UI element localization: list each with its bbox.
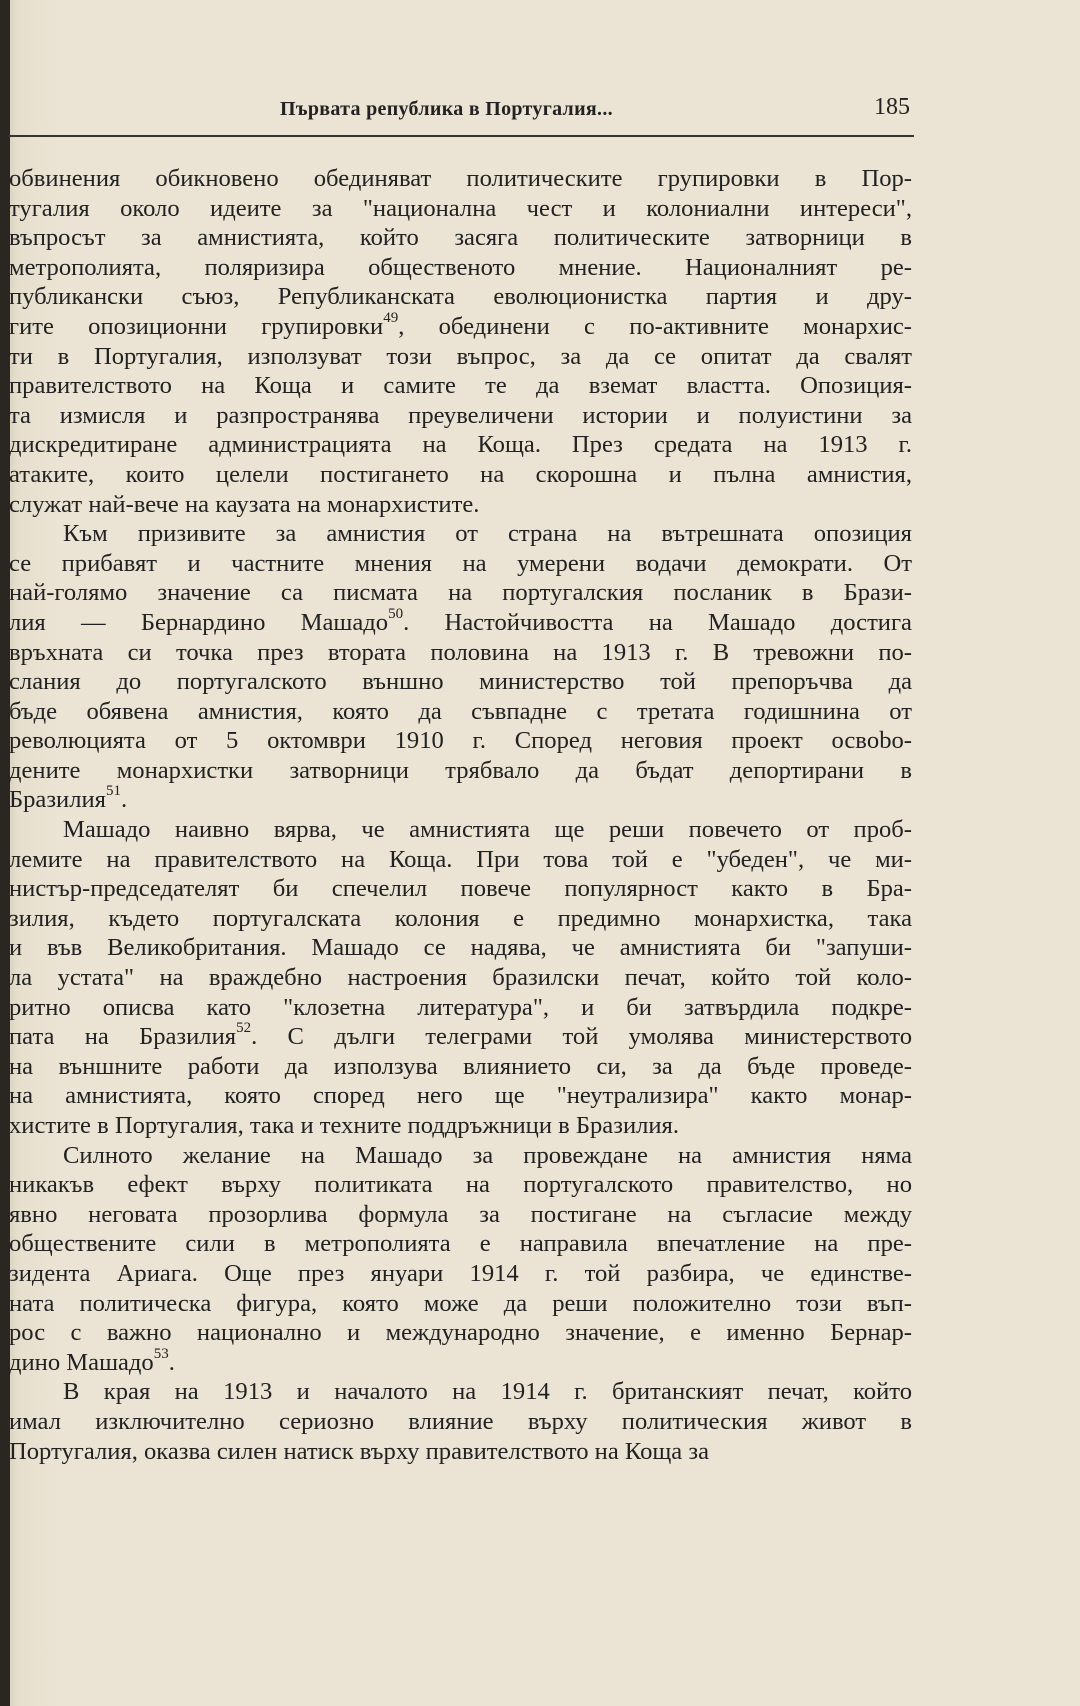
line-text: явно неговата прозорлива формула за постигане на съгласие между (9, 1200, 912, 1228)
text-line (9, 1437, 912, 1467)
text-line (9, 578, 912, 608)
line-text: пата на Бразилия (9, 1023, 237, 1051)
text-line (9, 756, 912, 786)
text-line (9, 1318, 912, 1348)
text-line (9, 667, 912, 697)
text-line (9, 933, 912, 963)
text-line (9, 1052, 912, 1082)
text-line (9, 845, 912, 875)
line-text: революцията от 5 октомври 1910 г. Според неговия проект освobo- (9, 727, 912, 755)
line-text-after-ref: . (168, 1348, 175, 1376)
text-line (9, 1407, 912, 1437)
page-header (268, 94, 910, 134)
line-text: зилия, където португалската колония е предимно монархистка, така (9, 904, 912, 932)
text-line (9, 342, 912, 372)
text-line (9, 1259, 912, 1289)
paragraph (9, 815, 912, 1141)
line-text: дино Машадо (9, 1348, 154, 1376)
line-text: нистър-председателят би спечелил повече популярност както в Бра- (9, 875, 912, 903)
text-line (9, 282, 912, 312)
text-line (9, 605, 912, 638)
footnote-ref: 52 (236, 1020, 252, 1037)
line-text: слания до португалското външно министерство той препоръчва да (9, 668, 912, 696)
line-text: връхната си точка през втората половина на 1913 г. В тревожни по- (9, 638, 912, 666)
line-text: ла устата" на враждебно настроения бразилски печат, който той коло- (9, 964, 912, 992)
line-text: Към призивите за амнистия от страна на вътрешната опозиция (63, 520, 912, 548)
paragraph (9, 1141, 912, 1378)
text-line (9, 1377, 912, 1407)
text-line (9, 1200, 912, 1230)
text-line (9, 371, 912, 401)
line-text: ритно описва като "клозетна литература", и би затвърдила подкре- (9, 993, 912, 1021)
header-rule (8, 135, 914, 137)
text-line (9, 460, 912, 490)
footnote-ref: 50 (388, 605, 404, 622)
text-line (9, 1170, 912, 1200)
text-line (9, 519, 912, 549)
line-text: лемите на правителството на Коща. При това той е "убеден", че ми- (9, 845, 912, 873)
line-text: дените монархистки затворници трябвало да бъдат депортирани в (9, 756, 912, 784)
paragraph (9, 519, 912, 815)
body-text (9, 164, 912, 1466)
line-text: правителството на Коща и самите те да вземат властта. Опозиция- (9, 372, 912, 400)
line-text: обвинения обикновено обединяват политическите групировки в Пор- (9, 165, 912, 192)
line-text: имал изключително сериозно влияние върху политическия живот в (9, 1407, 912, 1435)
line-text: гите опозиционни групировки (9, 312, 384, 340)
line-text: се прибавят и частните мнения на умерени водачи демократи. От (9, 549, 912, 577)
page-number: 185 (874, 94, 910, 120)
text-line (9, 1289, 912, 1319)
line-text: въпросът за амнистията, който засяга политическите затворници в (9, 224, 912, 252)
line-text: метрополията, поляризира общественото мнение. Националният ре- (9, 253, 912, 281)
line-text: та измисля и разпространява преувеличени истории и полуистини за (9, 401, 912, 429)
line-text: ти в Португалия, използуват този въпрос, за да се опитат да свалят (9, 342, 912, 370)
footnote-ref: 51 (105, 783, 121, 800)
line-text: Бразилия (9, 786, 106, 814)
text-line (9, 1141, 912, 1171)
line-text: зидента Ариага. Още през януари 1914 г. той разбира, че единстве- (9, 1259, 912, 1287)
paragraph (9, 164, 912, 519)
text-line (9, 726, 912, 756)
line-text: Португалия, оказва силен натиск върху правителството на Коща за (9, 1437, 709, 1465)
text-line (9, 874, 912, 904)
text-line (9, 1229, 912, 1259)
line-text: на амнистията, която според него ще "неутрализира" както монар- (9, 1082, 912, 1110)
line-text-after-ref: , обединени с по-активните монархис- (398, 312, 912, 340)
line-text: В края на 1913 и началото на 1914 г. британският печат, който (63, 1378, 912, 1406)
line-text: служат най-вече на каузата на монархистите. (9, 490, 480, 518)
text-line (9, 164, 912, 194)
text-line (9, 1022, 912, 1052)
line-text-after-ref: . Настойчивостта на Машадо достига (403, 608, 912, 636)
text-line (9, 549, 912, 579)
line-text: най-голямо значение са писмата на португалския посланик в Брази- (9, 579, 912, 607)
line-text: атаките, които целели постигането на скорошна и пълна амнистия, (9, 460, 912, 488)
line-text: никакъв ефект върху политиката на португалското правителство, но (9, 1171, 912, 1199)
text-line (9, 963, 912, 993)
text-line (9, 253, 912, 283)
line-text: рос с важно национално и международно значение, е именно Бернар- (9, 1319, 912, 1347)
line-text-after-ref: . С дълги телеграми той умолява министерството (251, 1023, 912, 1051)
text-line (9, 904, 912, 934)
line-text: на външните работи да използува влиянието си, за да бъде проведе- (9, 1052, 912, 1080)
text-line (9, 993, 912, 1023)
text-line (9, 223, 912, 253)
running-head: Първата република в Португалия... (280, 98, 613, 120)
text-line (9, 430, 912, 460)
text-line (9, 1345, 912, 1378)
text-line (9, 309, 912, 342)
text-line (9, 697, 912, 727)
line-text-after-ref: . (120, 786, 128, 814)
line-text: и във Великобритания. Машадо се надява, че амнистията би "запуши- (9, 934, 912, 962)
text-line (9, 785, 912, 815)
line-text: лия — Бернардино Машадо (9, 608, 389, 636)
line-text: дискредитиране администрацията на Коща. През средата на 1913 г. (9, 431, 912, 459)
text-line (9, 1111, 912, 1141)
paragraph (9, 1377, 912, 1466)
line-text: публикански съюз, Републиканската еволюционистка партия и дру- (9, 283, 912, 311)
line-text: обществените сили в метрополията е направила впечатление на пре- (9, 1230, 912, 1258)
line-text: бъде обявена амнистия, която да съвпадне с третата годишнина от (9, 697, 912, 725)
text-line (9, 815, 912, 845)
text-line (9, 1081, 912, 1111)
footnote-ref: 49 (383, 309, 399, 326)
text-line (9, 194, 912, 224)
line-text: Машадо наивно вярва, че амнистията ще реши повечето от проб- (63, 816, 912, 844)
line-text: тугалия около идеите за "национална чест и колониални интереси", (9, 194, 912, 222)
text-line (9, 401, 912, 431)
text-line (9, 638, 912, 668)
line-text: Силното желание на Машадо за провеждане на амнистия няма (63, 1141, 912, 1169)
line-text: ната политическа фигура, която може да реши положително този въп- (9, 1289, 912, 1317)
line-text: хистите в Португалия, така и техните поддръжници в Бразилия. (9, 1112, 679, 1139)
text-line (9, 490, 912, 520)
footnote-ref: 53 (153, 1345, 169, 1362)
